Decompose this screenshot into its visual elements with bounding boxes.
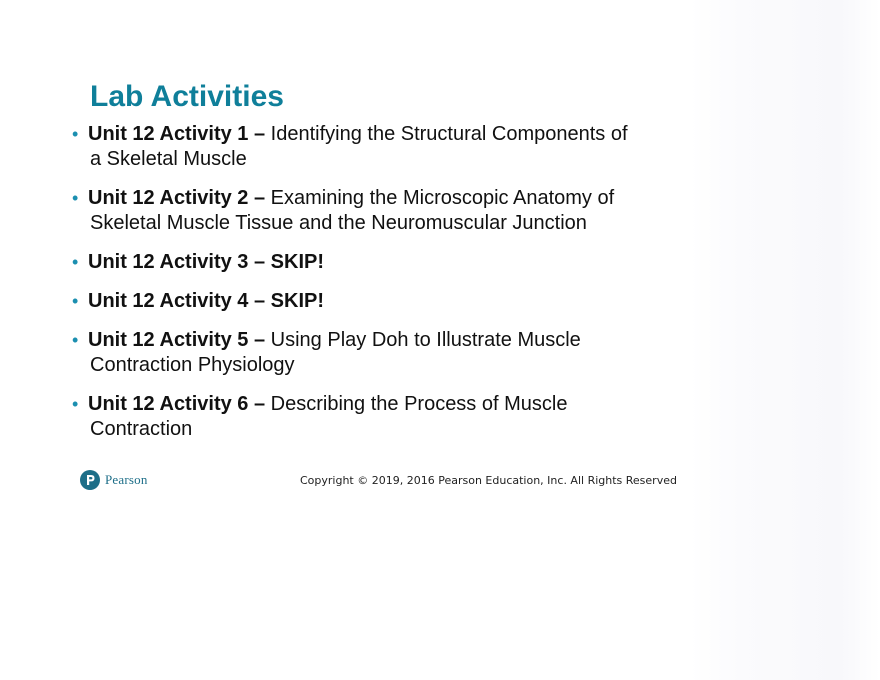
- activity-description-continued: a Skeletal Muscle: [90, 148, 247, 170]
- activity-description: Using Play Doh to Illustrate Muscle: [265, 329, 581, 351]
- bullet-dot-icon: •: [72, 188, 79, 208]
- activity-description-continued: Skeletal Muscle Tissue and the Neuromuscular Junction: [90, 212, 587, 234]
- pearson-logo: [80, 469, 148, 491]
- bullet-dot-icon: •: [72, 252, 79, 272]
- activity-description: Identifying the Structural Components of: [265, 123, 628, 145]
- bullet-dot-icon: •: [72, 394, 79, 414]
- bullet-dot-icon: •: [72, 291, 79, 311]
- bullet-dot-icon: •: [72, 330, 79, 350]
- activity-title: Unit 12 Activity 1 –: [88, 123, 266, 145]
- slide-title: Lab Activities: [90, 80, 284, 113]
- activity-description: Examining the Microscopic Anatomy of: [265, 187, 615, 209]
- activity-item-6: [72, 392, 682, 442]
- bullet-dot-icon: •: [72, 124, 79, 144]
- activity-description: Describing the Process of Muscle: [265, 393, 568, 415]
- activity-title: Unit 12 Activity 2 –: [88, 187, 266, 209]
- activity-title: Unit 12 Activity 4 – SKIP!: [88, 290, 324, 312]
- activity-item-3: [72, 250, 682, 275]
- activity-description-continued: Contraction: [90, 418, 193, 440]
- pearson-logo-icon: [80, 470, 100, 490]
- activity-item-1: [72, 122, 682, 172]
- activity-item-5: [72, 328, 682, 378]
- activity-item-2: [72, 186, 682, 236]
- copyright-notice: Copyright © 2019, 2016 Pearson Education, Inc. All Rights Reserved: [300, 474, 677, 487]
- activity-title: Unit 12 Activity 5 –: [88, 329, 266, 351]
- activity-item-4: [72, 289, 682, 314]
- activity-title: Unit 12 Activity 6 –: [88, 393, 266, 415]
- activity-description-continued: Contraction Physiology: [90, 354, 295, 376]
- activity-list: [72, 122, 682, 456]
- pearson-logo-text: Pearson: [105, 472, 148, 487]
- activity-title: Unit 12 Activity 3 – SKIP!: [88, 251, 324, 273]
